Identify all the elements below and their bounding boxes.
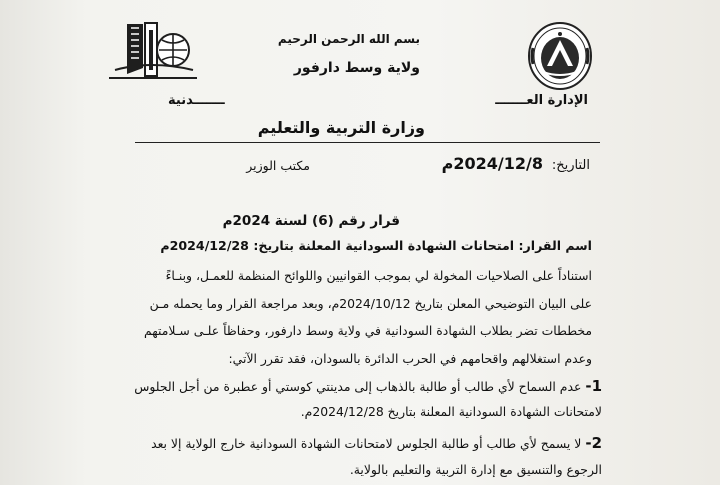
paragraph-line: على البيان التوضيحي المعلن بتاريخ 2024/10/12م، وبعد مراجعة القرار وما يحمله مـن	[149, 296, 592, 311]
item-text: لا يسمح لأي طالب أو طالبة الجلوس لامتحانات الشهادة السودانية خارج الولاية إلا بعد	[151, 436, 582, 451]
paragraph-line: استناداً على الصلاحيات المخولة لي بموجب القوانيين واللوائح المنظمة للعمـل، وبنـاءً	[165, 268, 592, 283]
basmala: بسم الله الرحمن الرحيم	[277, 32, 420, 46]
item-number: 2-	[585, 434, 602, 452]
decision-item-2-cont: الرجوع والتنسيق مع إدارة التربية والتعليم بالولاية.	[349, 462, 602, 477]
state-seal-logo	[525, 18, 595, 96]
state-name: ولاية وسط دارفور	[293, 60, 420, 76]
paragraph-line: وعدم استغلالهم واقحامهم في الحرب الدائرة بالسودان، فقد تقرر الآتي:	[228, 351, 592, 366]
office-name: مكتب الوزير	[246, 158, 310, 173]
date-value: 2024/12/8م	[441, 154, 543, 173]
decision-item-1	[134, 377, 602, 395]
ministry-emblem-logo	[107, 20, 199, 82]
decision-title: قرار رقم (6) لسنة 2024م	[222, 213, 400, 229]
decision-item-1-cont: لامتحانات الشهادة السودانية المعلنة بتاريخ 2024/12/28م.	[300, 404, 602, 419]
decision-item-2	[151, 434, 602, 452]
admin-title-start: الإدارة العـــــــ	[495, 93, 588, 108]
header-divider	[135, 142, 600, 143]
item-number: 1-	[585, 377, 602, 395]
ministry-name: وزارة التربية والتعليم	[257, 118, 425, 137]
admin-title-end: ـــــــدنية	[168, 93, 225, 108]
decision-subject: اسم القرار: امتحانات الشهادة السودانية المعلنة بتاريخ: 2024/12/28م	[160, 238, 592, 253]
item-text: عدم السماح لأي طالب أو طالبة بالذهاب إلى مدينتي كوستي أو عطبرة من أجل الجلوس	[134, 379, 582, 394]
paragraph-line: مخططات تضر بطلاب الشهادة السودانية في ولاية وسط دارفور، وحفاظاً علـى سـلامتهم	[144, 323, 592, 338]
date-label: التاريخ:	[551, 158, 590, 173]
